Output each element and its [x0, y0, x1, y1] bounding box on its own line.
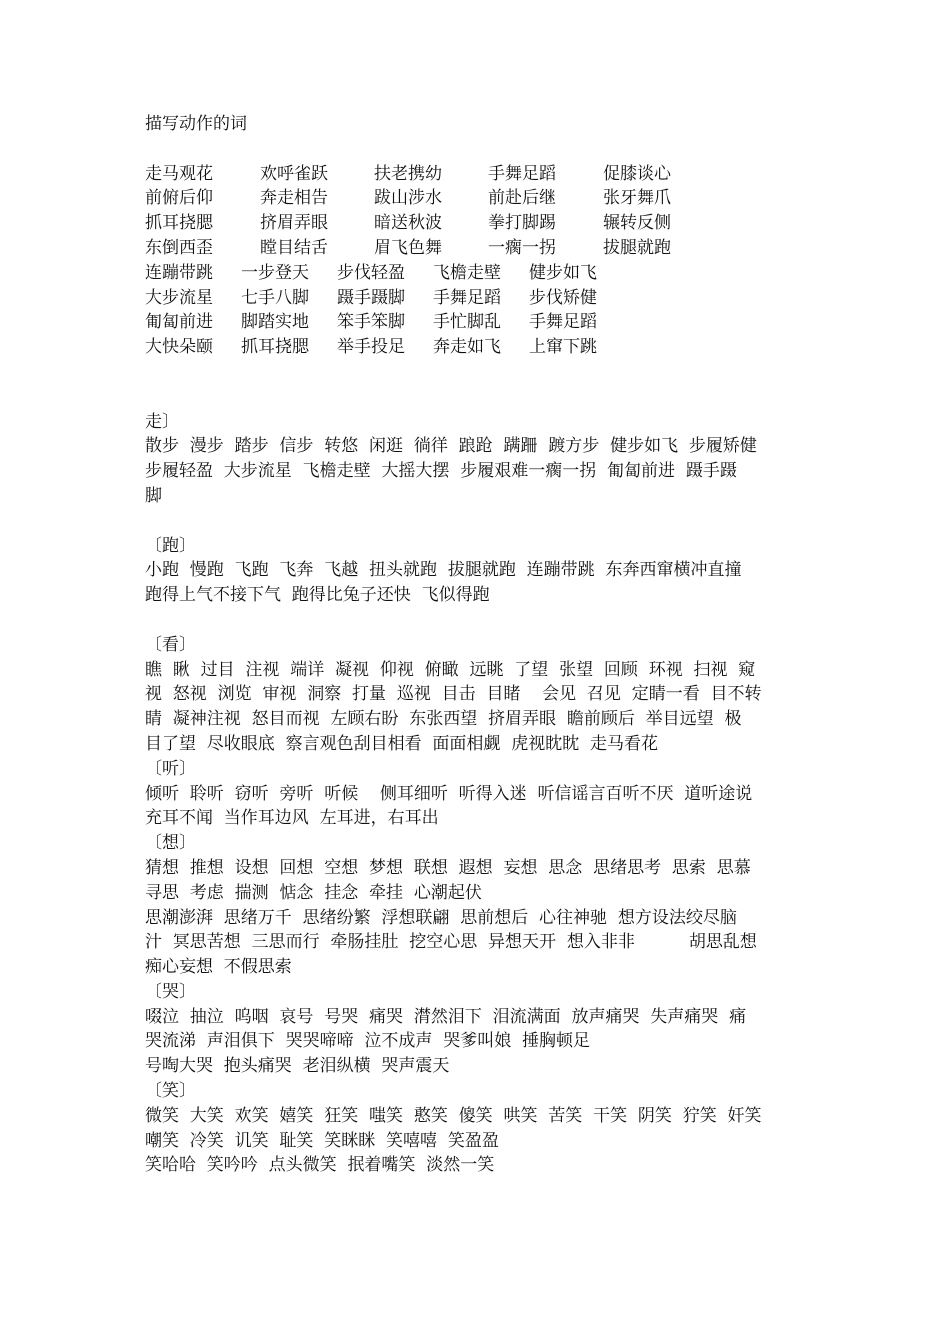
- idiom-item: 奔走如飞: [433, 337, 501, 358]
- idiom-item: 东倒西歪: [145, 237, 213, 258]
- idiom-row: [145, 211, 810, 236]
- section-line: 啜泣 抽泣 呜咽 哀号 号哭 痛哭 潸然泪下 泪流满面 放声痛哭 失声痛哭 痛: [145, 1006, 747, 1027]
- idiom-item: 抓耳挠腮: [241, 337, 309, 358]
- idiom-item: 笨手笨脚: [337, 312, 405, 333]
- idiom-item: 奔走相告: [260, 188, 328, 209]
- idiom-item: 瞠目结舌: [260, 237, 328, 258]
- idiom-row: [145, 186, 810, 211]
- idiom-item: 眉飞色舞: [374, 237, 442, 258]
- section-line: 视 怒视 浏览 审视 洞察 打量 巡视 目击 目睹 会见 召见 定睛一看 目不转: [145, 684, 762, 705]
- section-line: 思潮澎湃 思绪万千 思绪纷繁 浮想联翩 思前想后 心往神驰 想方设法绞尽脑: [145, 907, 737, 928]
- idiom-row: [145, 162, 810, 187]
- idiom-item: 抓耳挠腮: [145, 213, 213, 234]
- idiom-item: 挤眉弄眼: [260, 213, 328, 234]
- idiom-item: 手忙脚乱: [433, 312, 501, 333]
- section-line: 哭流涕 声泪俱下 哭哭啼啼 泣不成声 哭爹叫娘 捶胸顿足: [145, 1031, 591, 1052]
- idiom-item: 扶老携幼: [374, 163, 442, 184]
- idiom-row: [145, 310, 810, 335]
- idiom-item: 一瘸一拐: [488, 237, 556, 258]
- idiom-grid-b: [145, 261, 810, 360]
- idiom-grid-a: [145, 162, 810, 261]
- section-line: 嘲笑 冷笑 讥笑 耻笑 笑眯眯 笑嘻嘻 笑盈盈: [145, 1130, 499, 1151]
- idiom-item: 匍匐前进: [145, 312, 213, 333]
- idiom-item: 前俯后仰: [145, 188, 213, 209]
- idiom-item: 飞檐走壁: [433, 262, 501, 283]
- idiom-row: [145, 261, 810, 286]
- idiom-row: [145, 236, 810, 261]
- idiom-row: [145, 335, 810, 360]
- section-line: 散步 漫步 踏步 信步 转悠 闲逛 徜徉 踉跄 蹒跚 踱方步 健步如飞 步履矫健: [145, 436, 757, 457]
- section-line: 小跑 慢跑 飞跑 飞奔 飞越 扭头就跑 拔腿就跑 连蹦带跳 东奔西窜横冲直撞: [145, 560, 742, 581]
- section-line: 痴心妄想 不假思索: [145, 957, 292, 978]
- idiom-item: 一步登天: [241, 262, 309, 283]
- idiom-item: 辗转反侧: [603, 213, 671, 234]
- spacer: [145, 360, 810, 410]
- document-title: 描写动作的词: [145, 114, 247, 134]
- idiom-item: 欢呼雀跃: [260, 163, 328, 184]
- idiom-item: 拳打脚踢: [488, 213, 556, 234]
- idiom-item: 手舞足蹈: [488, 163, 556, 184]
- idiom-item: 上窜下跳: [529, 337, 597, 358]
- section-line: 睛 凝神注视 怒目而视 左顾右盼 东张西望 挤眉弄眼 瞻前顾后 举目远望 极: [145, 709, 742, 730]
- section-line: 微笑 大笑 欢笑 嬉笑 狂笑 嗤笑 憨笑 傻笑 哄笑 苦笑 干笑 阴笑 狞笑 奸笑: [145, 1105, 762, 1126]
- idiom-item: 步伐轻盈: [337, 262, 405, 283]
- idiom-item: 前赴后继: [488, 188, 556, 209]
- spacer: [145, 608, 810, 633]
- word-sections: [145, 410, 810, 1179]
- idiom-item: 蹑手蹑脚: [337, 287, 405, 308]
- idiom-item: 促膝谈心: [603, 163, 671, 184]
- idiom-item: 手舞足蹈: [433, 287, 501, 308]
- idiom-row: [145, 286, 810, 311]
- section-heading: 〔想〕: [145, 833, 196, 854]
- section-line: 号啕大哭 抱头痛哭 老泪纵横 哭声震天: [145, 1056, 450, 1077]
- idiom-item: 脚踏实地: [241, 312, 309, 333]
- document-page: [145, 112, 810, 1178]
- idiom-item: 大步流星: [145, 287, 213, 308]
- idiom-item: 举手投足: [337, 337, 405, 358]
- idiom-item: 手舞足蹈: [529, 312, 597, 333]
- section-line: 步履轻盈 大步流星 飞檐走壁 大摇大摆 步履艰难一瘸一拐 匍匐前进 蹑手蹑: [145, 461, 737, 482]
- section-line: 充耳不闻 当作耳边风 左耳进，右耳出: [145, 808, 439, 829]
- section-line: 瞧 瞅 过目 注视 端详 凝视 仰视 俯瞰 远眺 了望 张望 回顾 环视 扫视 窥: [145, 659, 756, 680]
- section-line: 跑得上气不接下气 跑得比兔子还快 飞似得跑: [145, 585, 490, 606]
- section-line: 猜想 推想 设想 回想 空想 梦想 联想 遐想 妄想 思念 思绪思考 思索 思慕: [145, 857, 751, 878]
- idiom-item: 大快朵颐: [145, 337, 213, 358]
- section-line: 笑哈哈 笑吟吟 点头微笑 抿着嘴笑 淡然一笑: [145, 1155, 495, 1176]
- section-line: 倾听 聆听 窃听 旁听 听候 侧耳细听 听得入迷 听信谣言百听不厌 道听途说: [145, 783, 753, 804]
- idiom-item: 健步如飞: [529, 262, 597, 283]
- section-line: 汁 冥思苦想 三思而行 牵肠挂肚 挖空心思 异想天开 想入非非 胡思乱想: [145, 932, 757, 953]
- section-heading: 〔跑〕: [145, 535, 196, 556]
- idiom-item: 暗送秋波: [374, 213, 442, 234]
- idiom-item: 连蹦带跳: [145, 262, 213, 283]
- idiom-item: 七手八脚: [241, 287, 309, 308]
- section-heading: 〔看〕: [145, 634, 196, 655]
- spacer: [145, 509, 810, 534]
- section-line: 寻思 考虑 揣测 惦念 挂念 牵挂 心潮起伏: [145, 882, 482, 903]
- section-line: 脚: [145, 485, 162, 506]
- idiom-item: 跋山涉水: [374, 188, 442, 209]
- idiom-item: 张牙舞爪: [603, 188, 671, 209]
- idiom-item: 步伐矫健: [529, 287, 597, 308]
- section-line: 目了望 尽收眼底 察言观色刮目相看 面面相觑 虎视眈眈 走马看花: [145, 733, 659, 754]
- section-heading: 〔听〕: [145, 758, 196, 779]
- idiom-item: 走马观花: [145, 163, 213, 184]
- idiom-item: 拔腿就跑: [603, 237, 671, 258]
- section-heading: 走〕: [145, 411, 179, 432]
- section-heading: 〔笑〕: [145, 1081, 196, 1102]
- section-heading: 〔哭〕: [145, 981, 196, 1002]
